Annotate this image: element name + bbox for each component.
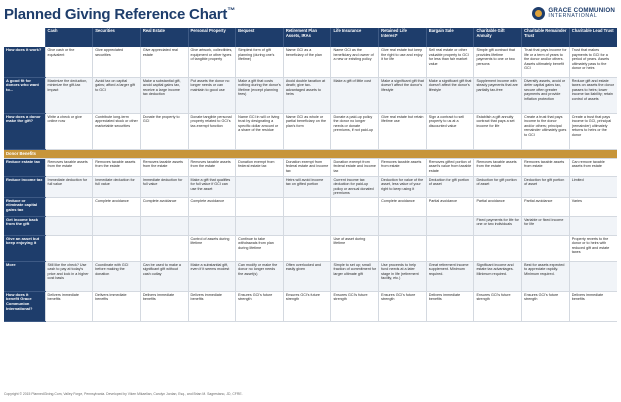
- table-cell: Deduction for gift portion of asset: [474, 176, 522, 197]
- table-cell: Ensures GCI's future strength: [283, 291, 331, 321]
- table-cell: [522, 235, 570, 261]
- table-cell: Property reverts to the donor or to heirs with reduced gift and estate taxes: [569, 235, 617, 261]
- table-cell: Create a trust that pays income to the donor and/or others; principal remainder ultimately goes to GCI: [522, 113, 570, 149]
- how-it-works-section: [4, 47, 617, 149]
- copyright-footer: Copyright © 2015 PlannedGiving.Com, Valley Forge, Pennsylvania. Developed by Viken Mikaelian, Carolyn Jordan, Esq., and Brian M. Sagrestano, JD, CFRE.: [4, 392, 243, 396]
- table-cell: Diversify assets, avoid or defer capital gains tax, secure often greater payments and provide inflation protection: [522, 77, 570, 113]
- table-cell: Put assets the donor no longer needs or can maintain to good use: [188, 77, 236, 113]
- table-cell: Still like the check? Use cash to pay at today's price and lock in a higher cost basis: [45, 261, 93, 291]
- table-cell: Give cash or the equivalent: [45, 47, 93, 77]
- corner-cell: [4, 28, 45, 47]
- table-row: [4, 77, 617, 113]
- column-header: Life Insurance: [331, 28, 379, 47]
- table-cell: Can remove taxable assets from estate: [569, 158, 617, 176]
- table-cell: Make a substantial gift, even if it seems modest: [188, 261, 236, 291]
- table-cell: Simple gift contract that provides lifetime payments to one or two persons: [474, 47, 522, 77]
- table-cell: Contribute long-term appreciated stock or other marketable securities: [93, 113, 141, 149]
- table-cell: Maximize the deduction, minimize the gift-tax impact: [45, 77, 93, 113]
- table-cell: Make a gift that qualifies for full value if GCI can use the asset: [188, 176, 236, 197]
- table-cell: Ensures GCI's future strength: [379, 291, 427, 321]
- table-cell: Donate the property to GCI: [140, 113, 188, 149]
- table-cell: Variable or fixed income for life: [522, 216, 570, 235]
- table-row: [4, 176, 617, 197]
- table-cell: [426, 235, 474, 261]
- column-header: Charitable Remainder Trust: [522, 28, 570, 47]
- table-cell: Immediate deduction for full value: [140, 176, 188, 197]
- table-cell: [93, 216, 141, 235]
- table-cell: [283, 235, 331, 261]
- table-cell: Donate tangible personal property related to GCI's tax-exempt function: [188, 113, 236, 149]
- table-row: [4, 113, 617, 149]
- table-cell: Significant income and estate tax advantages. Minimum required.: [474, 261, 522, 291]
- column-header: Retirement Plan Assets, IRAs: [283, 28, 331, 47]
- reference-chart-table: [4, 28, 617, 322]
- table-cell: Often overlooked and easily given: [283, 261, 331, 291]
- table-cell: Deduction for value of the asset, less value of your right to keep using it: [379, 176, 427, 197]
- table-cell: Immediate deduction for full value: [45, 176, 93, 197]
- table-cell: [569, 261, 617, 291]
- row-heading: How does a donor make the gift?: [4, 113, 45, 149]
- table-cell: Delivers immediate benefits: [45, 291, 93, 321]
- table-cell: Create a trust that pays income to GCI, principal (remainder) ultimately returns to heirs or the donor: [569, 113, 617, 149]
- column-header: Personal Property: [188, 28, 236, 47]
- table-cell: Great retirement income supplement. Minimum required.: [426, 261, 474, 291]
- table-row: [4, 261, 617, 291]
- table-cell: [140, 235, 188, 261]
- row-heading: More: [4, 261, 45, 291]
- table-cell: Deduction for gift portion of asset: [426, 176, 474, 197]
- column-header-row: [4, 28, 617, 47]
- row-heading: A good fit for donors who want to...: [4, 77, 45, 113]
- table-cell: Make a significant gift that doesn't affect the donor's lifestyle: [379, 77, 427, 113]
- donor-benefits-heading: Donor Benefits: [4, 149, 617, 158]
- column-header: Securities: [93, 28, 141, 47]
- page-title: Planned Giving Reference Chart™: [4, 6, 236, 23]
- table-row: [4, 197, 617, 216]
- column-header: Charitable Lead Trust: [569, 28, 617, 47]
- table-cell: Complete avoidance: [140, 197, 188, 216]
- table-cell: Name GCI as the beneficiary and owner of a new or existing policy: [331, 47, 379, 77]
- table-cell: Ensures GCI's future strength: [236, 291, 284, 321]
- table-cell: Removes taxable assets from the estate: [45, 158, 93, 176]
- benefits-section: [4, 158, 617, 321]
- row-heading: Give an asset but keep enjoying it: [4, 235, 45, 261]
- table-cell: Delivers immediate benefits: [426, 291, 474, 321]
- table-cell: Supplement income with steady payments that are partially tax-free: [474, 77, 522, 113]
- row-heading: How does it benefit Grace Communion International?: [4, 291, 45, 321]
- table-cell: Donate a paid-up policy the donor no longer needs or donate premiums, if not paid-up: [331, 113, 379, 149]
- logo-line-2: INTERNATIONAL: [548, 13, 598, 19]
- table-cell: [140, 216, 188, 235]
- table-cell: Sign a contract to sell property to us at a discounted value: [426, 113, 474, 149]
- table-cell: [236, 176, 284, 197]
- table-cell: Ensures GCI's future strength: [474, 291, 522, 321]
- table-cell: Control of assets during lifetime: [188, 235, 236, 261]
- table-cell: Best for assets expected to appreciate rapidly. Minimum required.: [522, 261, 570, 291]
- table-cell: Give appreciated securities: [93, 47, 141, 77]
- table-cell: Partial avoidance: [474, 197, 522, 216]
- table-cell: Delivers immediate benefits: [140, 291, 188, 321]
- table-cell: Removes taxable assets from estate: [379, 158, 427, 176]
- table-cell: Donation exempt from federal estate and income tax: [283, 158, 331, 176]
- table-cell: Varies: [569, 197, 617, 216]
- logo-emblem-icon: [532, 7, 545, 20]
- table-cell: Complete avoidance: [93, 197, 141, 216]
- table-row: [4, 216, 617, 235]
- table-cell: Heirs will avoid income tax on gifted portion: [283, 176, 331, 197]
- table-cell: [474, 235, 522, 261]
- table-cell: Partial avoidance: [522, 197, 570, 216]
- table-cell: Establish a gift annuity contract that pays a set income for life: [474, 113, 522, 149]
- table-cell: Coordinate with GCI before making the donation: [93, 261, 141, 291]
- table-cell: [283, 216, 331, 235]
- column-header: Retained Life Interest*: [379, 28, 427, 47]
- table-cell: [331, 197, 379, 216]
- table-cell: Can modify or make the donor no longer needs the asset(s): [236, 261, 284, 291]
- table-cell: Donation exempt from federal estate tax: [236, 158, 284, 176]
- table-row: [4, 235, 617, 261]
- table-cell: [331, 216, 379, 235]
- table-cell: Delivers immediate benefits: [569, 291, 617, 321]
- table-cell: Give real estate but retain lifetime use: [379, 113, 427, 149]
- table-cell: Make a substantial gift, avoid capital gains tax, receive a large income tax deduction: [140, 77, 188, 113]
- table-cell: Simple to set up; small fraction of commitment for larger ultimate gift: [331, 261, 379, 291]
- table-cell: Current income tax deduction for paid-up policy or annual donated premiums: [331, 176, 379, 197]
- table-cell: Use of asset during lifetime: [331, 235, 379, 261]
- column-header: Real Estate: [140, 28, 188, 47]
- table-cell: Make a gift that costs nothing during the donor's lifetime (except planning fees): [236, 77, 284, 113]
- table-cell: [188, 216, 236, 235]
- table-cell: Trust that pays income for life or a term of years to the donor and/or others. Assets ultimately benefit GCI: [522, 47, 570, 77]
- table-cell: [426, 216, 474, 235]
- table-cell: [283, 197, 331, 216]
- table-cell: Removes taxable assets from estate: [522, 158, 570, 176]
- table-cell: Removes taxable assets from the estate: [188, 158, 236, 176]
- table-cell: [569, 216, 617, 235]
- table-cell: Deduction for gift portion of asset: [522, 176, 570, 197]
- table-cell: [45, 216, 93, 235]
- row-heading: Reduce or eliminate capital gains tax: [4, 197, 45, 216]
- table-cell: Make a gift of little cost: [331, 77, 379, 113]
- column-header: Bargain Sale: [426, 28, 474, 47]
- table-cell: Limited: [569, 176, 617, 197]
- table-cell: Sell real estate or other valuable property to GCI for less than fair market value: [426, 47, 474, 77]
- column-header: Bequest: [236, 28, 284, 47]
- table-cell: Avoid tax on capital gains; afford a larger gift to GCI: [93, 77, 141, 113]
- column-header: Charitable Gift Annuity: [474, 28, 522, 47]
- donor-benefits-band: [4, 149, 617, 158]
- table-cell: Ensures GCI's future strength: [522, 291, 570, 321]
- table-cell: Trust that makes payments to GCI for a period of years. Assets ultimately pass to the donor or heirs: [569, 47, 617, 77]
- table-cell: Name GCI as whole or partial beneficiary on the plan's form: [283, 113, 331, 149]
- table-cell: Continue to take withdrawals from plan during lifetime: [236, 235, 284, 261]
- table-cell: Write a check or give online now: [45, 113, 93, 149]
- row-heading: Reduce income tax: [4, 176, 45, 197]
- table-cell: Partial avoidance: [426, 197, 474, 216]
- table-cell: Complete avoidance: [188, 197, 236, 216]
- table-cell: Immediate deduction for full value: [93, 176, 141, 197]
- table-cell: Fixed payments for life for one or two individuals: [474, 216, 522, 235]
- table-cell: [379, 216, 427, 235]
- row-heading: Get income back from the gift: [4, 216, 45, 235]
- table-cell: [93, 235, 141, 261]
- logo-line-1: GRACE COMMUNION: [548, 6, 615, 14]
- table-cell: Make a significant gift that doesn't affect the donor's lifestyle: [426, 77, 474, 113]
- table-cell: Simplest form of gift planning (during one's lifetime): [236, 47, 284, 77]
- table-cell: [379, 235, 427, 261]
- table-cell: Removes taxable assets from the estate: [140, 158, 188, 176]
- gci-logo: [532, 7, 615, 20]
- table-cell: Complete avoidance: [379, 197, 427, 216]
- table-cell: Removes taxable assets from the estate: [474, 158, 522, 176]
- table-cell: Name GCI in will or living trust by designating a specific dollar amount or a share of the residue: [236, 113, 284, 149]
- table-row: [4, 291, 617, 321]
- table-cell: Removes gifted portion of asset's value from taxable estate: [426, 158, 474, 176]
- table-cell: [45, 197, 93, 216]
- table-cell: Use proceeds to help fund needs at a later stage in life (retirement facility, etc.): [379, 261, 427, 291]
- row-heading: How does it work?: [4, 47, 45, 77]
- table-cell: Ensures GCI's future strength: [331, 291, 379, 321]
- table-cell: Removes taxable assets from the estate: [93, 158, 141, 176]
- table-cell: Delivers immediate benefits: [188, 291, 236, 321]
- column-header: Cash: [45, 28, 93, 47]
- table-row: [4, 47, 617, 77]
- row-heading: Reduce estate tax: [4, 158, 45, 176]
- table-cell: [236, 216, 284, 235]
- table-cell: Give appreciated real estate: [140, 47, 188, 77]
- table-cell: Can be used to make a significant gift without cash outlay: [140, 261, 188, 291]
- table-cell: [45, 235, 93, 261]
- table-cell: Delivers immediate benefits: [93, 291, 141, 321]
- table-cell: Reduce gift and estate taxes on assets the donor passes to heirs; lower income tax liability; retain control of assets: [569, 77, 617, 113]
- table-cell: Give real estate but keep the right to use and enjoy it for life: [379, 47, 427, 77]
- table-cell: [236, 197, 284, 216]
- table-cell: Give artwork, collectibles, equipment or other types of tangible property: [188, 47, 236, 77]
- table-cell: Donation exempt from federal estate and income tax: [331, 158, 379, 176]
- table-row: [4, 158, 617, 176]
- table-cell: Name GCI as a beneficiary of the plan: [283, 47, 331, 77]
- table-cell: Avoid double taxation at death; give tax-advantaged assets to heirs: [283, 77, 331, 113]
